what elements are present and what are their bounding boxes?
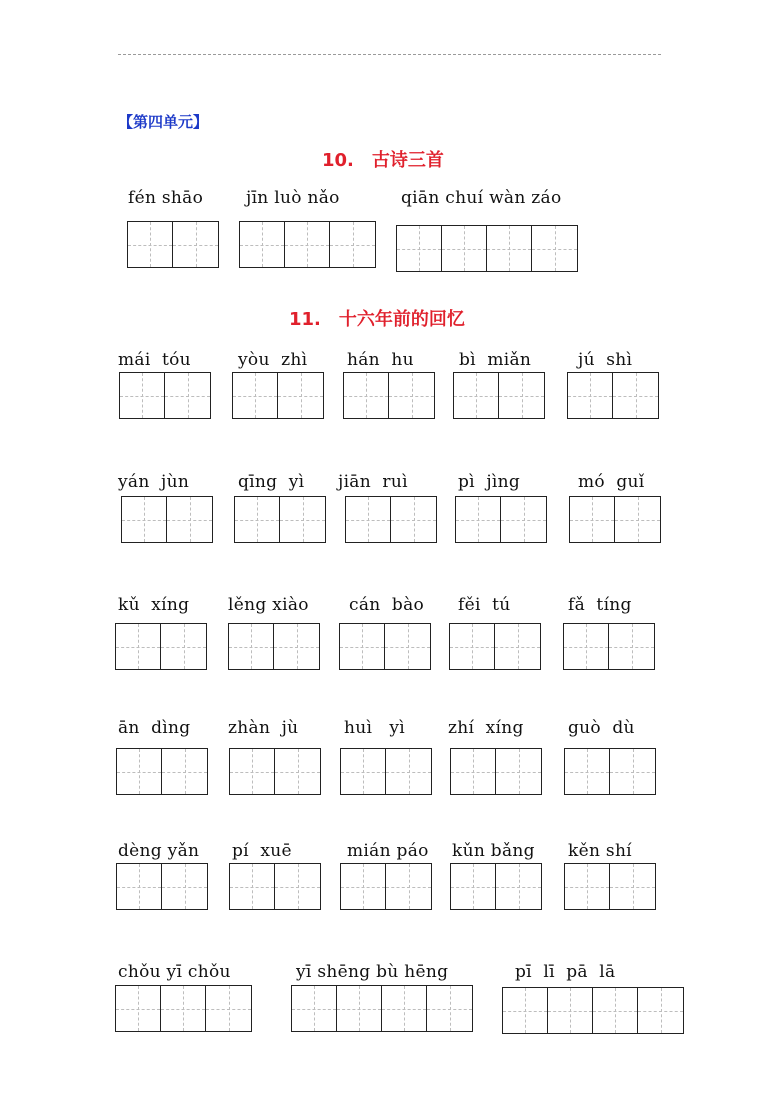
writing-cell[interactable] (385, 624, 430, 669)
writing-cell[interactable] (341, 749, 386, 794)
character-grid (229, 863, 321, 910)
character-grid (345, 496, 437, 543)
writing-cell[interactable] (442, 226, 487, 271)
writing-cell[interactable] (162, 864, 207, 909)
writing-cell[interactable] (456, 497, 501, 542)
character-grid (340, 748, 432, 795)
writing-cell[interactable] (487, 226, 532, 271)
character-grid (502, 987, 684, 1034)
writing-cell[interactable] (386, 864, 431, 909)
writing-cell[interactable] (593, 988, 638, 1033)
writing-cell[interactable] (116, 986, 161, 1031)
pinyin-label: cán bào (349, 595, 425, 615)
writing-cell[interactable] (122, 497, 167, 542)
writing-cell[interactable] (161, 986, 206, 1031)
character-grid (239, 221, 376, 268)
lesson-number: 11. (289, 309, 321, 330)
character-grid (127, 221, 219, 268)
writing-cell[interactable] (532, 226, 577, 271)
writing-cell[interactable] (609, 624, 654, 669)
character-grid (234, 496, 326, 543)
character-grid (453, 372, 545, 419)
unit-label: 【第四单元】 (118, 113, 209, 131)
writing-cell[interactable] (240, 222, 285, 267)
writing-cell[interactable] (278, 373, 323, 418)
pinyin-label: fěi tú (458, 595, 511, 615)
writing-cell[interactable] (496, 864, 541, 909)
writing-cell[interactable] (275, 749, 320, 794)
writing-cell[interactable] (128, 222, 173, 267)
pinyin-label: qīng yì (238, 472, 305, 492)
character-grid (229, 748, 321, 795)
writing-cell[interactable] (120, 373, 165, 418)
lesson-title-10 (322, 146, 444, 172)
character-grid (115, 623, 207, 670)
writing-cell[interactable] (117, 749, 162, 794)
writing-cell[interactable] (230, 864, 275, 909)
character-grid (455, 496, 547, 543)
pinyin-label: pì jìng (458, 472, 521, 492)
writing-cell[interactable] (117, 864, 162, 909)
writing-cell[interactable] (344, 373, 389, 418)
character-grid (563, 623, 655, 670)
character-grid (228, 623, 320, 670)
writing-cell[interactable] (451, 749, 496, 794)
writing-cell[interactable] (116, 624, 161, 669)
pinyin-label: yī shēng bù hēng (296, 962, 449, 982)
pinyin-label: kǔn bǎng (452, 841, 535, 861)
header-rule (118, 54, 661, 55)
writing-cell[interactable] (330, 222, 375, 267)
writing-cell[interactable] (615, 497, 660, 542)
writing-cell[interactable] (341, 864, 386, 909)
writing-cell[interactable] (161, 624, 206, 669)
writing-cell[interactable] (450, 624, 495, 669)
writing-cell[interactable] (389, 373, 434, 418)
writing-cell[interactable] (275, 864, 320, 909)
writing-cell[interactable] (495, 624, 540, 669)
character-grid (116, 863, 208, 910)
character-grid (396, 225, 578, 272)
writing-cell[interactable] (233, 373, 278, 418)
character-grid (339, 623, 431, 670)
pinyin-label: qiān chuí wàn záo (401, 188, 562, 208)
writing-cell[interactable] (503, 988, 548, 1033)
writing-cell[interactable] (638, 988, 683, 1033)
writing-cell[interactable] (292, 986, 337, 1031)
writing-cell[interactable] (382, 986, 427, 1031)
writing-cell[interactable] (162, 749, 207, 794)
writing-cell[interactable] (206, 986, 251, 1031)
pinyin-label: fén shāo (128, 188, 204, 208)
pinyin-label: pī lī pā lā (515, 962, 616, 982)
writing-cell[interactable] (565, 864, 610, 909)
writing-cell[interactable] (337, 986, 382, 1031)
writing-cell[interactable] (565, 749, 610, 794)
writing-cell[interactable] (427, 986, 472, 1031)
writing-cell[interactable] (613, 373, 658, 418)
writing-cell[interactable] (285, 222, 330, 267)
pinyin-label: kěn shí (568, 841, 632, 861)
character-grid (564, 748, 656, 795)
character-grid (450, 863, 542, 910)
character-grid (340, 863, 432, 910)
character-grid (291, 985, 473, 1032)
character-grid (450, 748, 542, 795)
pinyin-label: hán hu (347, 350, 414, 370)
lesson-title-text: 十六年前的回忆 (338, 309, 465, 330)
lesson-title-text: 古诗三首 (371, 150, 444, 171)
writing-cell[interactable] (235, 497, 280, 542)
writing-cell[interactable] (386, 749, 431, 794)
pinyin-label: zhàn jù (228, 718, 299, 738)
pinyin-label: yán jùn (118, 472, 190, 492)
writing-cell[interactable] (499, 373, 544, 418)
character-grid (564, 863, 656, 910)
writing-cell[interactable] (564, 624, 609, 669)
pinyin-label: ān dìng (118, 718, 191, 738)
character-grid (121, 496, 213, 543)
pinyin-label: yòu zhì (238, 350, 308, 370)
writing-cell[interactable] (230, 749, 275, 794)
pinyin-label: jú shì (578, 350, 633, 370)
pinyin-label: mián páo (347, 841, 429, 861)
writing-cell[interactable] (570, 497, 615, 542)
writing-cell[interactable] (391, 497, 436, 542)
lesson-title-11 (289, 305, 465, 331)
writing-cell[interactable] (173, 222, 218, 267)
writing-cell[interactable] (610, 749, 655, 794)
pinyin-label: lěng xiào (228, 595, 309, 615)
character-grid (569, 496, 661, 543)
pinyin-label: fǎ tíng (568, 595, 632, 615)
writing-cell[interactable] (346, 497, 391, 542)
writing-cell[interactable] (165, 373, 210, 418)
character-grid (115, 985, 252, 1032)
character-grid (343, 372, 435, 419)
pinyin-label: zhí xíng (448, 718, 524, 738)
writing-cell[interactable] (548, 988, 593, 1033)
writing-cell[interactable] (610, 864, 655, 909)
writing-cell[interactable] (496, 749, 541, 794)
pinyin-label: jiān ruì (338, 472, 408, 492)
character-grid (232, 372, 324, 419)
writing-cell[interactable] (167, 497, 212, 542)
writing-cell[interactable] (568, 373, 613, 418)
pinyin-label: chǒu yī chǒu (118, 962, 231, 982)
character-grid (567, 372, 659, 419)
writing-cell[interactable] (280, 497, 325, 542)
pinyin-label: huì yì (344, 718, 405, 738)
writing-cell[interactable] (229, 624, 274, 669)
writing-cell[interactable] (340, 624, 385, 669)
writing-cell[interactable] (501, 497, 546, 542)
writing-cell[interactable] (451, 864, 496, 909)
pinyin-label: mái tóu (118, 350, 191, 370)
pinyin-label: bì miǎn (459, 350, 532, 370)
character-grid (116, 748, 208, 795)
writing-cell[interactable] (397, 226, 442, 271)
writing-cell[interactable] (454, 373, 499, 418)
pinyin-label: dèng yǎn (118, 841, 200, 861)
writing-cell[interactable] (274, 624, 319, 669)
pinyin-label: jīn luò nǎo (246, 188, 340, 208)
pinyin-label: mó guǐ (578, 472, 645, 492)
pinyin-label: kǔ xíng (118, 595, 190, 615)
character-grid (119, 372, 211, 419)
lesson-number: 10. (322, 150, 354, 171)
pinyin-label: pí xuē (232, 841, 292, 861)
pinyin-label: guò dù (568, 718, 635, 738)
character-grid (449, 623, 541, 670)
